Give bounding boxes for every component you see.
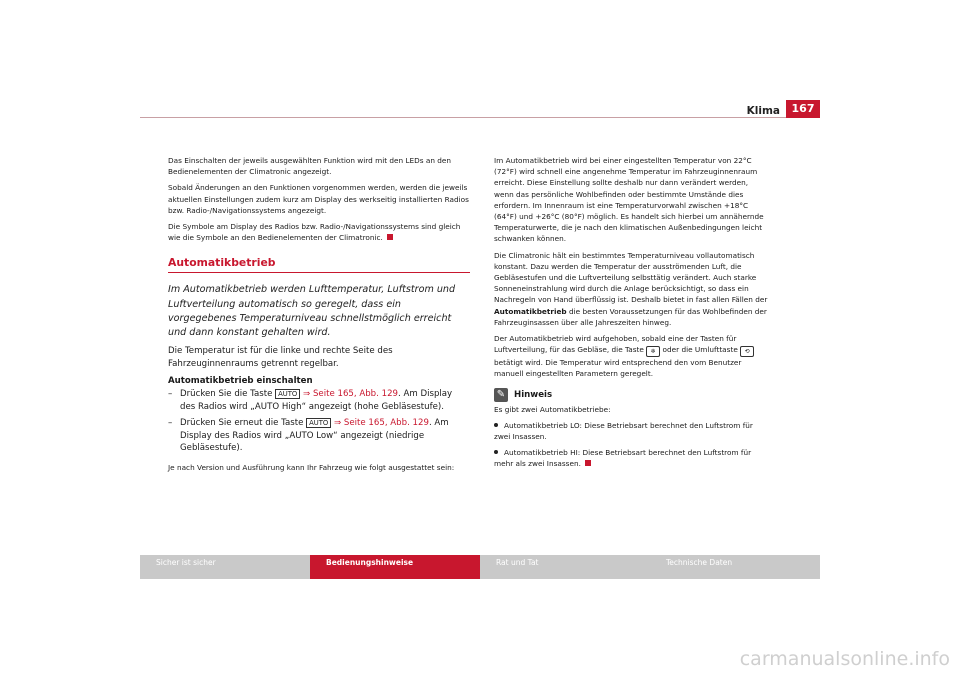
auto-key-icon: AUTO <box>306 418 331 428</box>
section-end-icon <box>387 234 393 240</box>
note-intro: Es gibt zwei Automatikbetriebe: <box>494 404 611 414</box>
step-2-pre: Drücken Sie erneut die Taste <box>180 418 304 429</box>
bullet-icon <box>494 450 498 454</box>
paragraph-equipment: Je nach Version und Ausführung kann Ihr Fahrzeug wie folgt ausgestattet sein: <box>168 463 455 473</box>
note-bullet-hi-text: Automatikbetrieb HI: Diese Betriebsart berechnet den Luftstrom für mehr als zwei Insassen. <box>494 448 752 469</box>
step-2 <box>168 417 470 454</box>
left-column <box>168 155 470 479</box>
paragraph-temperature-range: Im Automatikbetrieb wird bei einer eingestellten Temperatur von 22°C (72°F) wird schnell eine angenehme Temperatur im Fahrzeuginnenraum erreicht. Diese Einstellung sollte deshalb nur dann verändert werden, wenn das persönliche Wohlbefinden oder bestimmte Umstände dies erfordern. Im Innenraum ist eine Temperaturvorwahl zwischen +18°C (64°F) und +26°C (80°F) möglich. Es handelt sich hierbei um annähernde Temperaturwerte, die je nach den klimatischen Außenbedingungen leicht schwanken können. <box>494 156 764 244</box>
recirculation-key-icon: ⟲ <box>740 346 754 357</box>
auto-key-icon: AUTO <box>275 389 300 399</box>
footer-tab-advice[interactable]: Rat und Tat <box>480 555 650 579</box>
deactivate-text-c: betätigt wird. Die Temperatur wird entsprechend den vom Benutzer manuell eingestellten Parametern geregelt. <box>494 358 742 379</box>
defrost-key-icon: ❄ <box>646 346 660 357</box>
step-dash: – <box>168 389 173 400</box>
step-1-text <box>180 388 470 413</box>
footer-tab-safety[interactable]: Sicher ist sicher <box>140 555 310 579</box>
note-bullet-lo-text: Automatikbetrieb LO: Diese Betriebsart berechnet den Luftstrom für zwei Insassen. <box>494 420 753 442</box>
section-end-icon <box>585 460 591 466</box>
climatronic-text-a: Die Climatronic hält ein bestimmtes Temperaturniveau vollautomatisch konstant. Dazu werden die Temperatur der ausströmenden Luft, die Gebläsestufen und die Luftverteilung selbsttätig verändert. Auch starke Sonneneinstrahlung wird durch die Anlage berücksichtigt, so dass ein Nachregeln von Hand überflüssig ist. Deshalb bietet in fast allen Fällen der <box>494 250 768 305</box>
climatronic-bold: Automatikbetrieb <box>494 306 567 316</box>
step-2-post: . Am Display des Radios wird „AUTO Low“ angezeigt (niedrige Gebläsestufe). <box>180 418 449 454</box>
page-number: 167 <box>786 100 820 118</box>
paragraph-symbols-text: Die Symbole am Display des Radios bzw. Radio-/Navigationssystems sind gleich wie die Symbole an den Bedienelementen der Climatronic. <box>168 222 461 243</box>
paragraph-temperature: Die Temperatur ist für die linke und rechte Seite des Fahrzeuginnenraums getrennt regelbar. <box>168 346 393 369</box>
note-icon: ✎ <box>494 388 508 402</box>
cross-reference-link[interactable]: ⇒ Seite 165, Abb. 129 <box>303 389 399 400</box>
step-1 <box>168 388 470 413</box>
watermark: carmanualsonline.info <box>739 648 950 670</box>
paragraph-climatronic <box>494 250 770 328</box>
footer-tab-technical[interactable]: Technische Daten <box>650 555 820 579</box>
step-dash: – <box>168 418 173 429</box>
deactivate-text-a: Der Automatikbetrieb wird aufgehoben, sobald eine der Tasten für Luftverteilung, für das Gebläse, die Taste <box>494 334 737 355</box>
section-title: Automatikbetrieb <box>168 256 470 273</box>
paragraph-led-info: Das Einschalten der jeweils ausgewählten Funktion wird mit den LEDs an den Bedienelementen der Climatronic angezeigt. <box>168 156 452 177</box>
subheading-automatic-on: Automatikbetrieb einschalten <box>168 376 313 387</box>
note-bullet-hi <box>494 447 770 469</box>
note-title: Hinweis <box>514 389 553 400</box>
climatronic-text-b: die besten Voraussetzungen für das Wohlbefinden der Fahrzeuginsassen über alle Jahreszeiten hinweg. <box>494 306 767 327</box>
right-column <box>494 155 770 475</box>
deactivate-text-b: oder die Umlufttaste <box>662 345 738 355</box>
footer-nav <box>140 555 820 579</box>
paragraph-symbols <box>168 221 470 243</box>
bullet-icon <box>494 423 498 427</box>
chapter-title: Klima <box>746 105 780 117</box>
step-1-pre: Drücken Sie die Taste <box>180 389 273 400</box>
paragraph-deactivate <box>494 333 770 380</box>
step-2-text <box>180 417 470 454</box>
note-bullet-lo <box>494 420 770 442</box>
step-1-post: . Am Display des Radios wird „AUTO High“ angezeigt (hohe Gebläsestufe). <box>180 389 453 412</box>
section-intro: Im Automatikbetrieb werden Lufttemperatur, Luftstrom und Luftverteilung automatisch so geregelt, dass ein vorgegebenes Temperaturniveau schnellstmöglich erreicht und dann konstant gehalten wird. <box>168 284 456 339</box>
header-rule <box>140 117 820 118</box>
footer-tab-operation[interactable]: Bedienungshinweise <box>310 555 480 579</box>
note-header <box>494 388 770 402</box>
paragraph-display-info: Sobald Änderungen an den Funktionen vorgenommen werden, werden die jeweils aktuellen Einstellungen zudem kurz am Display des werkseitig installierten Radios bzw. Radio-/Navigationssystems angezeigt. <box>168 183 469 215</box>
cross-reference-link[interactable]: ⇒ Seite 165, Abb. 129 <box>333 418 429 429</box>
